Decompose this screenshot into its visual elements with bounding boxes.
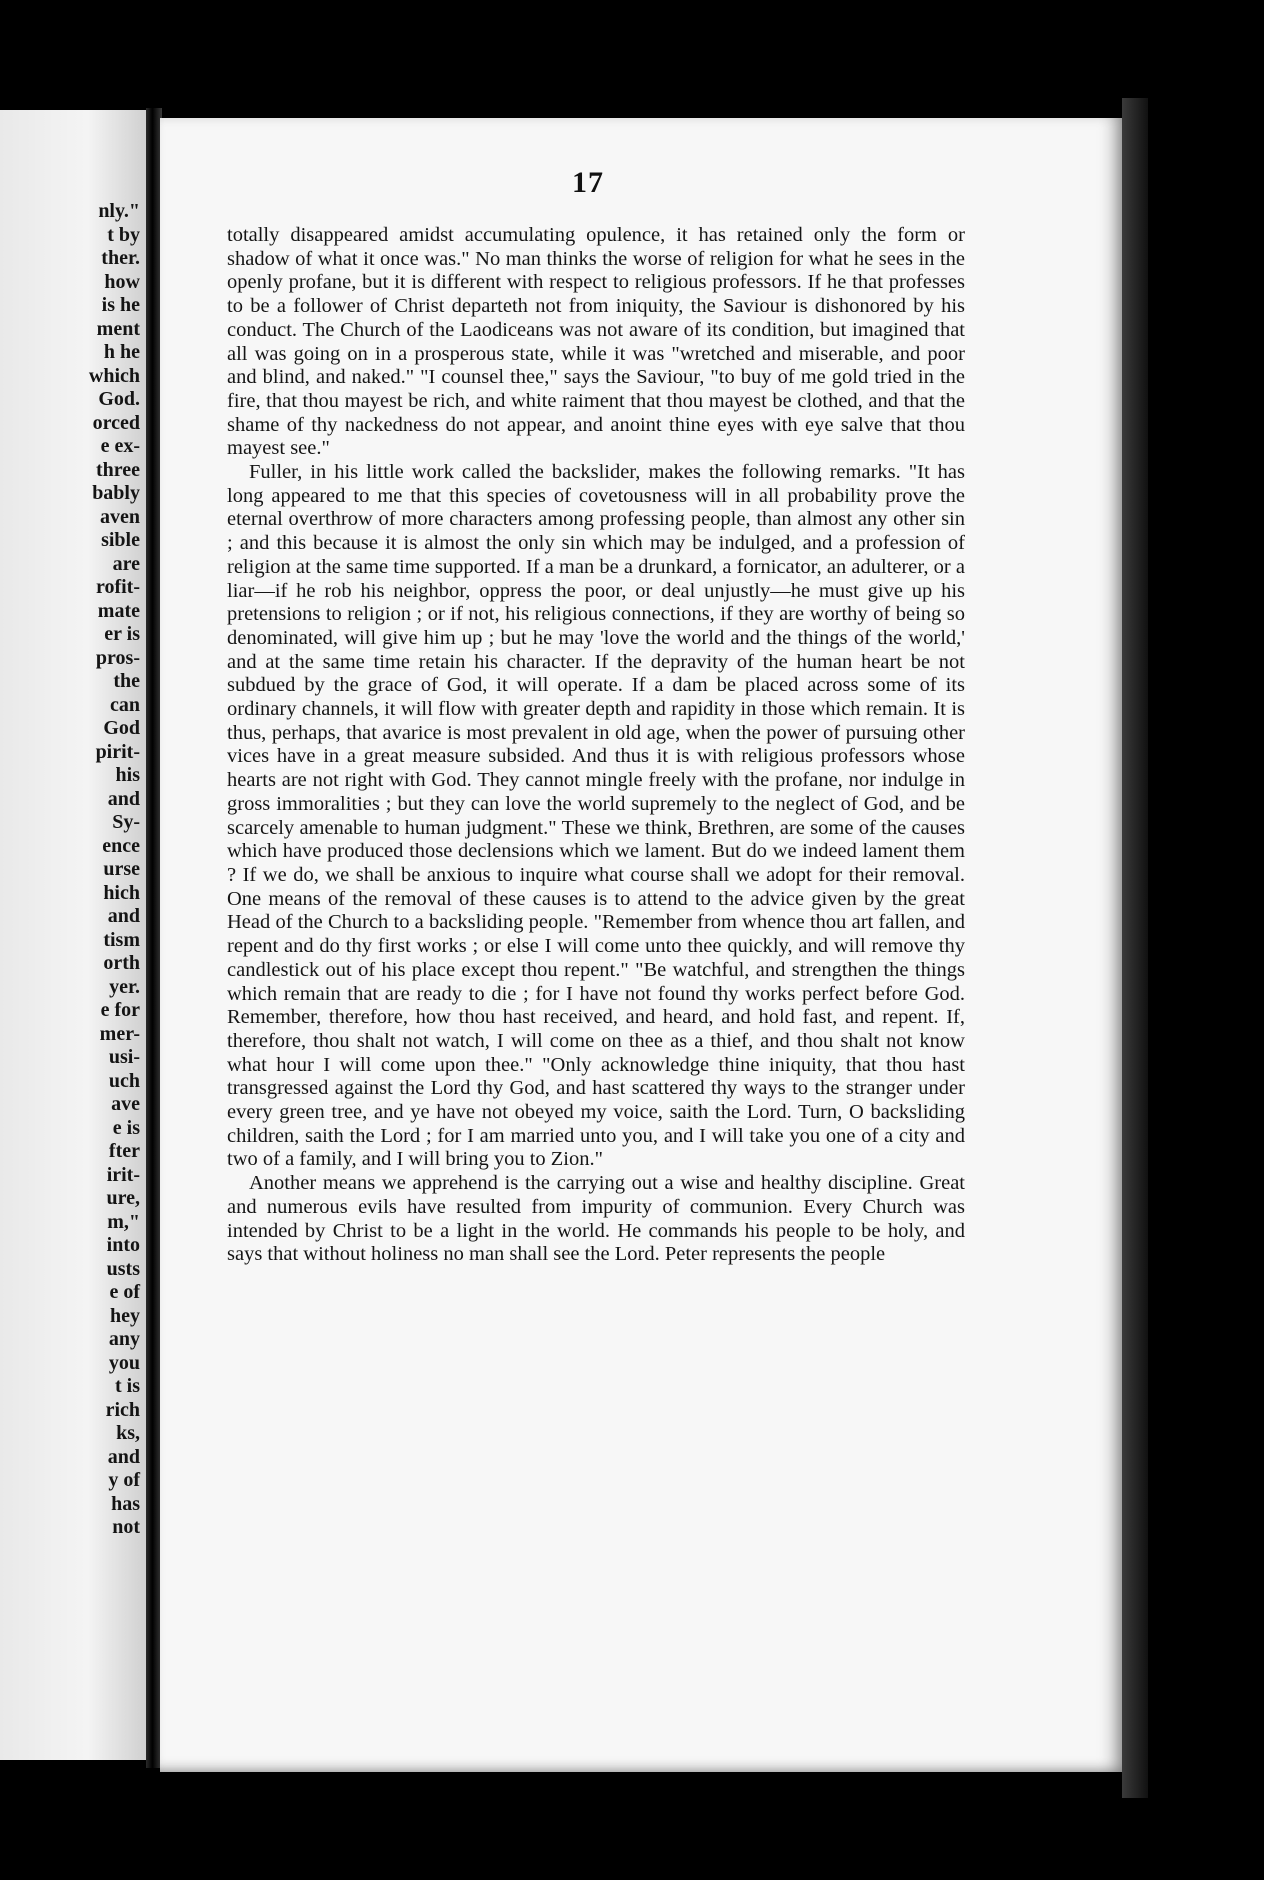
paragraph-2: Fuller, in his little work called the backslider, makes the following remarks. "It has long appeared to me that this species of covetousness will in all probability prove the eternal overthrow of more characters among professing people, than almost any other sin ; and this because it is almost the only sin which may be indulged, and a profession of religion at the same time supported. If a man be a drunkard, a fornicator, an adulterer, or a liar—if he rob his neighbor, oppress the poor, or deal unjustly—he must give up his pretensions to religion ; or if not, his religious connections, if they are worthy of being so denominated, will give him up ; but he may 'love the world and the things of the world,' and at the same time retain his character. If the depravity of the human heart be not subdued by the grace of God, it will operate. If a dam be placed across some of its ordinary channels, it will flow with greater depth and rapidity in those which remain. It is thus, perhaps, that avarice is most prevalent in old age, when the power of pursuing other vices have in a great measure subsided. And thus it is with religious professors whose hearts are not right with God. They cannot mingle freely with the profane, nor indulge in gross immoralities ; but they can love the world supremely to the neglect of God, and be scarcely amenable to human judgment." These we think, Brethren, are some of the causes which have produced those declensions which we lament. But do we indeed lament them ? If we do, we shall be anxious to inquire what course shall we adopt for their removal. One means of the removal of these causes is to attend to the advice given by the great Head of the Church to a backsliding people. "Remember from whence thou art fallen, and repent and do thy first works ; or else I will come unto thee quickly, and will remove thy candlestick out of his place except thou repent." "Be watchful, and strengthen the things which remain that are ready to die ; for I have not found thy works perfect before God. Remember, therefore, how thou hast received, and heard, and hold fast, and repent. If, therefore, thou shalt not watch, I will come on thee as a thief, and thou shalt not know what hour I will come upon thee." "Only acknowledge thine iniquity, that thou hast transgressed against the Lord thy God, and hast scattered thy ways to the stranger under every green tree, and ye have not obeyed my voice, saith the Lord. Turn, O backsliding children, saith the Lord ; for I am married unto you, and I will take you one of a city and two of a family, and I will bring you to Zion." <box>227 461 965 1171</box>
left-fragment-line: which <box>88 364 140 387</box>
left-fragment-line: pirit- <box>95 740 140 763</box>
left-fragment-line: into <box>106 1234 140 1256</box>
left-fragment-line: has <box>111 1492 140 1515</box>
left-fragment-line: e of <box>109 1281 140 1303</box>
left-fragment-line: h he <box>103 341 140 363</box>
left-fragment-line: you <box>108 1351 140 1374</box>
paragraph-3: Another means we apprehend is the carrying out a wise and healthy discipline. Great and numerous evils have resulted from impurity of communion. Every Church was intended by Christ to be a light in the world. He commands his people to be holy, and says that without holiness no man shall see the Lord. Peter represents the people <box>227 1172 965 1266</box>
left-fragment-line: ther. <box>101 247 140 269</box>
left-fragment-line: three <box>95 458 140 481</box>
page-edge-shadow <box>1122 98 1148 1798</box>
left-fragment-line: orth <box>103 952 140 974</box>
left-fragment-line: usi- <box>108 1046 140 1068</box>
paragraph-1: totally disappeared amidst accumulating opulence, it has retained only the form or shadow of what it once was." No man thinks the worse of religion for what he sees in the openly profane, but it is different with respect to religious professors. If he that professes to be a follower of Christ departeth not from iniquity, the Saviour is dishonored by his conduct. The Church of the Laodiceans was not aware of its condition, but imagined that all was going on in a prosperous state, while it was "wretched and miserable, and poor and blind, and naked." "I counsel thee," says the Saviour, "to buy of me gold tried in the fire, that thou mayest be rich, and white raiment that thou mayest be clothed, and that the shame of thy nackedness do not appear, and anoint thine eyes with eye salve that thou mayest see." <box>227 224 965 460</box>
left-fragment-line: and <box>107 905 140 927</box>
left-fragment-line: God <box>103 717 140 739</box>
left-fragment-line: not <box>112 1516 140 1538</box>
left-fragment-line: ave <box>111 1093 140 1115</box>
page-body-text <box>227 224 965 1267</box>
left-fragment-line: tism <box>103 928 140 951</box>
left-fragment-line: mer- <box>99 1022 140 1045</box>
left-fragment-line: fter <box>108 1140 140 1162</box>
left-fragment-line: Sy- <box>112 811 140 833</box>
left-fragment-line: m," <box>107 1210 140 1233</box>
left-page-fragment <box>0 110 146 1760</box>
left-fragment-line: urse <box>103 858 140 880</box>
page-number: 17 <box>572 166 604 199</box>
left-fragment-line: y of <box>108 1469 140 1491</box>
left-fragment-line: God. <box>98 388 140 410</box>
left-fragment-line: e for <box>100 999 140 1021</box>
left-fragment-line: his <box>115 764 140 786</box>
left-fragment-line: e is <box>112 1116 140 1139</box>
left-fragment-line: any <box>108 1328 140 1350</box>
left-fragment-line: orced <box>92 411 140 434</box>
left-fragment-line: ure, <box>106 1187 140 1209</box>
left-fragment-line: rofit- <box>95 576 140 598</box>
left-fragment-line: t is <box>115 1375 140 1397</box>
left-fragment-line: t by <box>107 223 140 246</box>
left-page-text-fragments <box>89 200 140 1540</box>
left-fragment-line: is he <box>101 294 140 316</box>
left-fragment-line: are <box>112 552 140 575</box>
left-fragment-line: nly." <box>98 200 140 222</box>
left-fragment-line: hich <box>103 881 140 904</box>
left-fragment-line: can <box>110 693 140 716</box>
left-fragment-line: mate <box>97 599 140 622</box>
left-fragment-line: aven <box>100 505 140 528</box>
left-fragment-line: ment <box>96 317 140 340</box>
left-fragment-line: uch <box>108 1069 140 1092</box>
left-fragment-line: sible <box>101 529 140 551</box>
left-fragment-line: yer. <box>109 975 140 998</box>
left-fragment-line: pros- <box>95 646 140 669</box>
left-fragment-line: ks, <box>116 1422 140 1444</box>
left-fragment-line: the <box>113 670 140 692</box>
left-fragment-line: rich <box>105 1398 140 1421</box>
left-fragment-line: bably <box>92 482 140 504</box>
left-fragment-line: ence <box>102 834 140 857</box>
left-fragment-line: and <box>107 787 140 810</box>
left-fragment-line: irit- <box>106 1163 140 1186</box>
left-fragment-line: er is <box>104 623 140 645</box>
left-fragment-line: and <box>107 1445 140 1468</box>
left-fragment-line: e ex- <box>100 435 140 457</box>
left-fragment-line: hey <box>110 1304 140 1327</box>
left-fragment-line: usts <box>106 1257 140 1280</box>
left-fragment-line: how <box>104 270 140 293</box>
